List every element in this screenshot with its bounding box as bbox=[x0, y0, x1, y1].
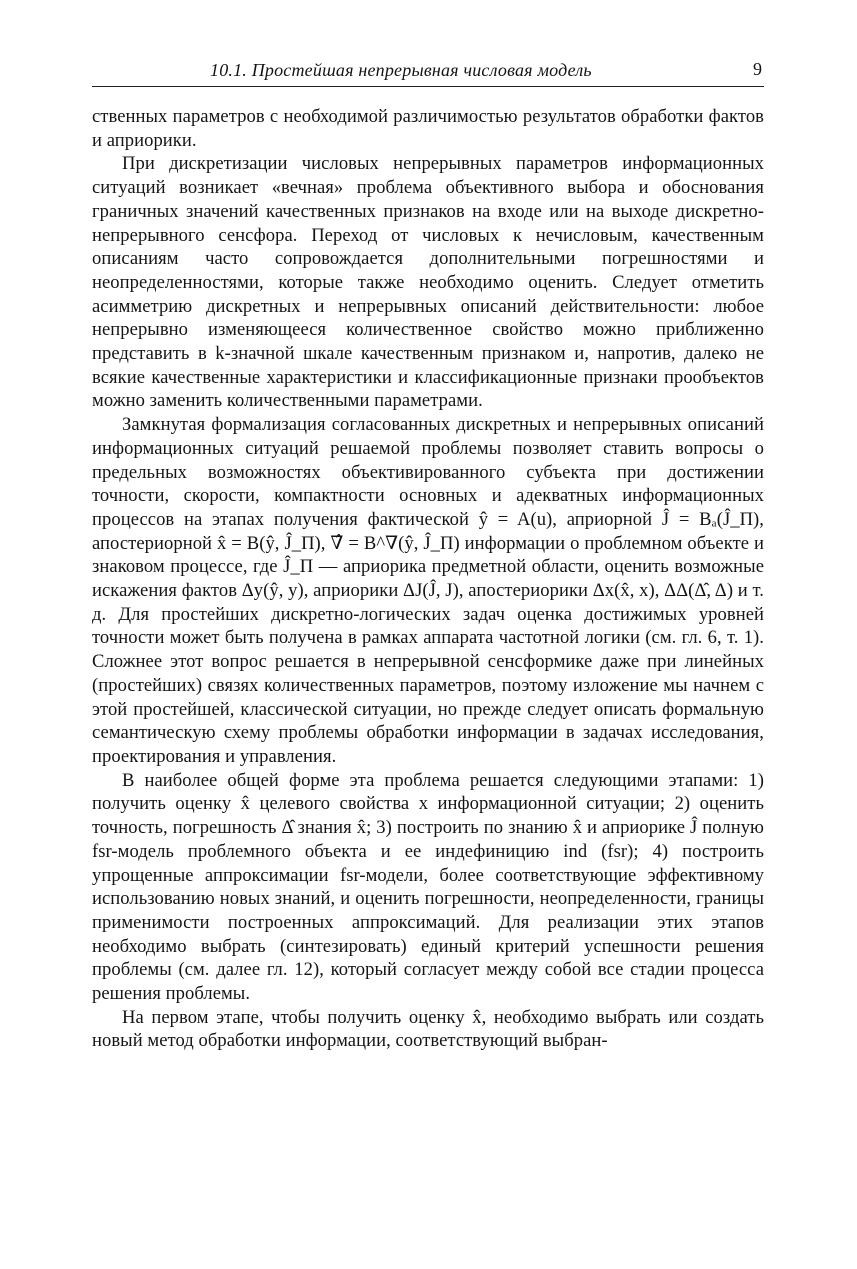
paragraph-5: На первом этапе, чтобы получить оценку x̂, необходимо выбрать или создать новый метод обработки информации, соответствующий выбран- bbox=[92, 1006, 764, 1052]
paragraph-2: При дискретизации числовых непрерывных параметров информационных ситуаций возникает «вечная» проблема объективного выбора и обоснования граничных значений качественных признаков на входе или на выходе дискретно-непрерывного сенсфора. Переход от числовых к нечисловым, качественным описаниям часто сопровождается дополнительными погрешностями и неопределенностями, которые также необходимо оценить. Следует отметить асимметрию дискретных и непрерывных описаний действительности: любое непрерывно изменяющееся количественное свойство можно приближенно представить в k-значной шкале качественным признаком и, напротив, далеко не всякие качественные характеристики и классификационные признаки прообъектов можно заменить количественными параметрами. bbox=[92, 153, 764, 412]
book-page bbox=[92, 52, 764, 1053]
running-head-title: 10.1. Простейшая непрерывная числовая модель bbox=[210, 60, 592, 80]
paragraph-4: В наиболее общей форме эта проблема решается следующими этапами: 1) получить оценку x̂ целевого свойства x информационной ситуации; 2) оценить точность, погрешность Δ̂ знания x̂; 3) построить по знанию x̂ и априорике Ĵ полную fsr-модель проблемного объекта и ее индефиницию ind (fsr); 4) построить упрощенные аппроксимации fsr-модели, более соответствующие эффективному использованию новых знаний, и оценить погрешности, неопределенности, границы применимости построенных аппроксимаций. Для реализации этих этапов необходимо выбрать (синтезировать) единый критерий успешности решения проблемы (см. далее гл. 12), который согласует между собой все стадии процесса решения проблемы. bbox=[92, 769, 764, 1005]
page-number: 9 bbox=[753, 59, 762, 79]
paragraph-1: ственных параметров с необходимой различимостью результатов обработки фактов и априорики. bbox=[92, 106, 764, 151]
body-text bbox=[92, 105, 764, 1053]
running-header bbox=[92, 52, 764, 87]
paragraph-3: Замкнутая формализация согласованных дискретных и непрерывных описаний информационных ситуаций решаемой проблемы позволяет ставить вопросы о предельных возможностях объективированного субъекта при достижении точности, скорости, компактности основных и адекватных информационных процессов на этапах получения фактической ŷ = A(u), априорной Ĵ = Bₐ(Ĵ_Π), апостериорной x̂ = B(ŷ, Ĵ_Π), ∇̂ = B^∇(ŷ, Ĵ_Π) информации о проблемном объекте и знаковом процессе, где Ĵ_Π — априорика предметной области, оценить возможные искажения фактов Δy(ŷ, y), априорики ΔJ(Ĵ, J), апостериорики Δx(x̂, x), ΔΔ(Δ̂, Δ) и т. д. Для простейших дискретно-логических задач оценка достижимых уровней точности может быть получена в рамках аппарата частотной логики (см. гл. 6, т. 1). Сложнее этот вопрос решается в непрерывной сенсформике даже при линейных (простейших) связях количественных параметров, поэтому изложение мы начнем с этой простейшей, классической ситуации, но прежде следует описать формальную семантическую схему проблемы обработки информации в задачах исследования, проектирования и управления. bbox=[92, 414, 764, 767]
